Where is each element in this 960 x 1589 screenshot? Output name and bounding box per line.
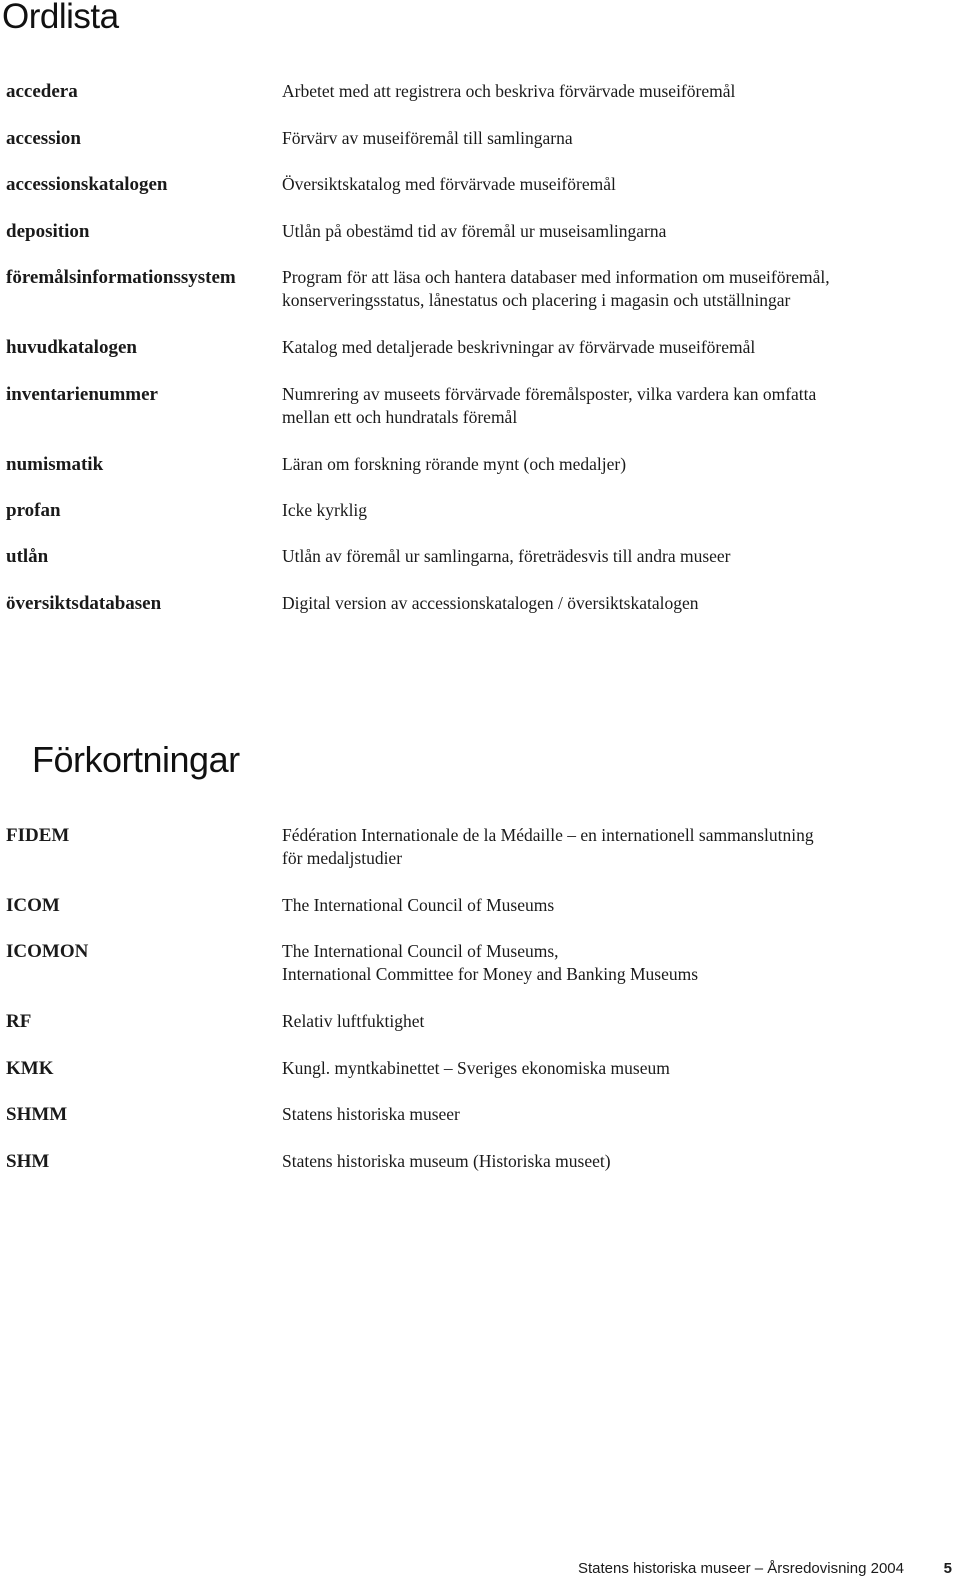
definition-line: Numrering av museets förvärvade föremålsposter, vilka vardera kan omfatta bbox=[282, 384, 817, 404]
definition-line: Relativ luftfuktighet bbox=[282, 1011, 425, 1031]
definition-line: konserveringsstatus, lånestatus och placering i magasin och utställningar bbox=[282, 290, 791, 310]
abbreviation-term: SHMM bbox=[6, 1104, 68, 1125]
definition-line: Läran om forskning rörande mynt (och medaljer) bbox=[282, 454, 627, 474]
abbreviation-term: FIDEM bbox=[6, 825, 70, 846]
glossary-definition bbox=[282, 383, 942, 429]
abbreviation-term: SHM bbox=[6, 1151, 50, 1172]
definition-line: Statens historiska museum (Historiska museet) bbox=[282, 1151, 611, 1171]
page-number: 5 bbox=[943, 1560, 952, 1577]
glossary-term: profan bbox=[6, 500, 61, 521]
glossary-term: deposition bbox=[6, 221, 90, 242]
glossary-term: accessionskatalogen bbox=[6, 174, 168, 195]
abbreviation-definition bbox=[282, 824, 942, 870]
definition-line: Kungl. myntkabinettet – Sveriges ekonomiska museum bbox=[282, 1058, 670, 1078]
glossary-definition bbox=[282, 80, 942, 103]
definition-line: Statens historiska museer bbox=[282, 1104, 460, 1124]
glossary-definition bbox=[282, 127, 942, 150]
glossary-term: föremålsinformationssystem bbox=[6, 267, 236, 288]
abbreviation-term: ICOM bbox=[6, 895, 60, 916]
glossary-term: numismatik bbox=[6, 454, 104, 475]
glossary-definition bbox=[282, 453, 942, 476]
definition-line: Katalog med detaljerade beskrivningar av förvärvade museiföremål bbox=[282, 337, 756, 357]
definition-line: för medaljstudier bbox=[282, 848, 403, 868]
abbreviation-term: KMK bbox=[6, 1058, 54, 1079]
abbreviation-definition bbox=[282, 1103, 942, 1126]
definition-line: Program för att läsa och hantera databaser med information om museiföremål, bbox=[282, 267, 830, 287]
glossary-definition bbox=[282, 173, 942, 196]
definition-line: Icke kyrklig bbox=[282, 500, 368, 520]
page-footer bbox=[0, 1560, 960, 1584]
abbreviation-definition bbox=[282, 894, 942, 917]
glossary-term: inventarienummer bbox=[6, 384, 158, 405]
definition-line: The International Council of Museums, bbox=[282, 941, 559, 961]
section-title-forkortningar: Förkortningar bbox=[32, 739, 240, 780]
glossary-definition bbox=[282, 592, 942, 615]
definition-line: Utlån av föremål ur samlingarna, företrädesvis till andra museer bbox=[282, 546, 731, 566]
definition-line: Förvärv av museiföremål till samlingarna bbox=[282, 128, 573, 148]
glossary-definition bbox=[282, 220, 942, 243]
glossary-term: accedera bbox=[6, 81, 78, 102]
abbreviation-term: ICOMON bbox=[6, 941, 89, 962]
definition-line: Översiktskatalog med förvärvade museiföremål bbox=[282, 174, 616, 194]
definition-line: Digital version av accessionskatalogen / översiktskatalogen bbox=[282, 593, 699, 613]
glossary-definition bbox=[282, 545, 942, 568]
definition-line: Utlån på obestämd tid av föremål ur museisamlingarna bbox=[282, 221, 667, 241]
abbreviation-definition bbox=[282, 1010, 942, 1033]
glossary-definition bbox=[282, 266, 942, 312]
definition-line: Fédération Internationale de la Médaille – en internationell sammanslutning bbox=[282, 825, 814, 845]
definition-line: mellan ett och hundratals föremål bbox=[282, 407, 518, 427]
glossary-term: huvudkatalogen bbox=[6, 337, 137, 358]
glossary-definition bbox=[282, 336, 942, 359]
glossary-term: utlån bbox=[6, 546, 49, 567]
definition-line: Arbetet med att registrera och beskriva förvärvade museiföremål bbox=[282, 81, 736, 101]
abbreviation-definition bbox=[282, 1150, 942, 1173]
glossary-definition bbox=[282, 499, 942, 522]
footer-publication-title: Statens historiska museer – Årsredovisning 2004 bbox=[577, 1560, 904, 1577]
definition-line: The International Council of Museums bbox=[282, 895, 555, 915]
abbreviation-term: RF bbox=[6, 1011, 32, 1032]
glossary-term: översiktsdatabasen bbox=[6, 593, 162, 614]
definition-line: International Committee for Money and Banking Museums bbox=[282, 964, 699, 984]
glossary-term: accession bbox=[6, 128, 81, 149]
abbreviation-definition bbox=[282, 1057, 942, 1080]
page-title-ordlista: Ordlista bbox=[2, 0, 119, 36]
abbreviation-definition bbox=[282, 940, 942, 986]
